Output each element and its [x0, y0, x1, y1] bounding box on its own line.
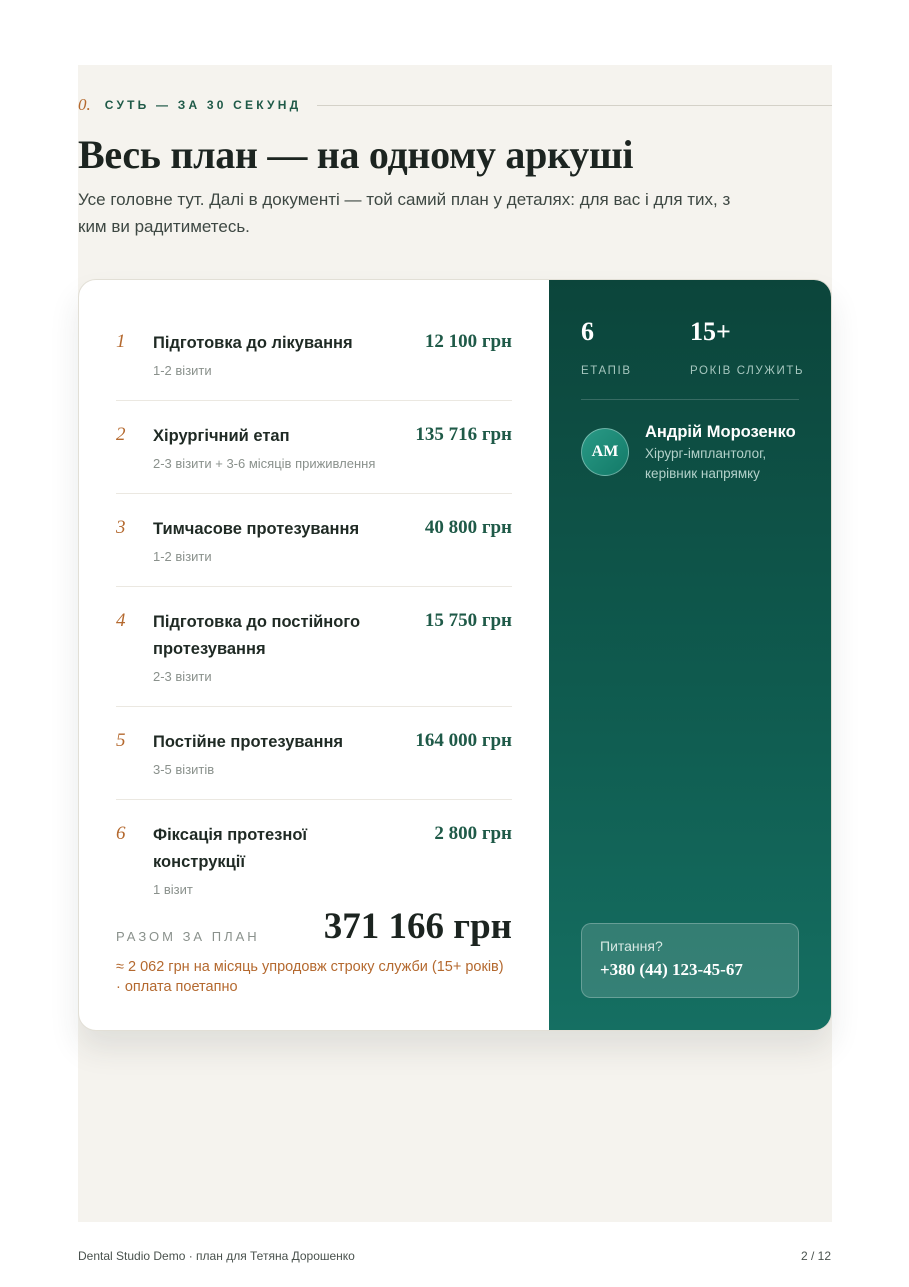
doctor-role: Хірург-імплантолог, керівник напрямку: [645, 446, 767, 481]
stage-number: 3: [116, 517, 126, 538]
stage-name: Фіксація протезної конструкції: [153, 826, 308, 871]
contact-label: Питання?: [600, 938, 663, 954]
monthly-note: ≈ 2 062 грн на місяць упродовж строку служби (15+ років) · оплата поетапно: [116, 959, 504, 995]
stage-visits: 1-2 візити: [153, 363, 212, 378]
stage-visits: 2-3 візити: [153, 669, 212, 684]
stage-price: 2 800 грн: [434, 823, 512, 844]
section-kicker-text: СУТЬ — ЗА 30 СЕКУНД: [104, 98, 302, 112]
page-title: Весь план — на одному аркуші: [78, 132, 634, 177]
stage-visits: 3-5 візитів: [153, 762, 215, 777]
stage-row-3: [116, 494, 512, 587]
total-value: 371 166 грн: [323, 906, 512, 947]
stage-number: 1: [116, 331, 126, 352]
stage-number: 4: [116, 610, 126, 631]
stage-price: 12 100 грн: [424, 331, 512, 352]
sidebar-divider: [581, 399, 799, 400]
stage-number: 2: [116, 424, 126, 445]
stage-number: 5: [116, 730, 126, 751]
stage-row-4: [116, 587, 512, 707]
stage-name: Підготовка до лікування: [153, 334, 353, 352]
stage-row-5: [116, 707, 512, 800]
stage-name: Хірургічний етап: [153, 427, 290, 445]
stage-row-1: [116, 308, 512, 401]
plan-summary-card: [78, 279, 832, 1031]
stage-row-2: [116, 401, 512, 494]
stage-name: Підготовка до постійного протезування: [153, 613, 361, 658]
summary-sidebar: [549, 280, 831, 1030]
lead-paragraph: Усе головне тут. Далі в документі — той самий план у деталях: для вас і для тих, з ким ви радитиметесь.: [78, 190, 731, 236]
stage-price: 40 800 грн: [424, 517, 512, 538]
stages-panel: [79, 280, 549, 1030]
stage-visits: 1-2 візити: [153, 549, 212, 564]
stat-label: ЕТАПІВ: [581, 365, 632, 377]
total-row: [116, 904, 512, 948]
doctor-avatar: АМ: [581, 428, 629, 476]
stage-price: 135 716 грн: [415, 424, 512, 445]
doctor-name: Андрій Морозенко: [645, 423, 796, 441]
page-sheet: [78, 65, 832, 1222]
stage-name: Постійне протезування: [153, 733, 344, 751]
stage-visits: 2-3 візити + 3-6 місяців приживлення: [153, 456, 376, 471]
stat-value: 15+: [690, 317, 731, 346]
footer-page-number: 2 / 12: [800, 1249, 831, 1263]
section-kicker: [78, 96, 832, 114]
stat-stages: [581, 316, 632, 377]
kicker-rule: [317, 105, 832, 106]
stage-row-6: [116, 800, 512, 919]
contact-phone-link[interactable]: +380 (44) 123-45-67: [600, 960, 743, 979]
contact-box[interactable]: [581, 923, 799, 998]
stage-list: [116, 308, 512, 919]
stage-price: 15 750 грн: [424, 610, 512, 631]
stage-visits: 1 візит: [153, 882, 193, 897]
stage-price: 164 000 грн: [415, 730, 512, 751]
stage-name: Тимчасове протезування: [153, 520, 360, 538]
stat-years: [690, 316, 804, 377]
total-label: РАЗОМ ЗА ПЛАН: [116, 929, 260, 944]
stage-number: 6: [116, 823, 126, 844]
stat-value: 6: [581, 317, 594, 346]
footer-document-title: Dental Studio Demo · план для Тетяна Дорошенко: [78, 1249, 355, 1263]
section-number: 0.: [78, 95, 91, 114]
stat-label: РОКІВ СЛУЖИТЬ: [690, 365, 805, 377]
